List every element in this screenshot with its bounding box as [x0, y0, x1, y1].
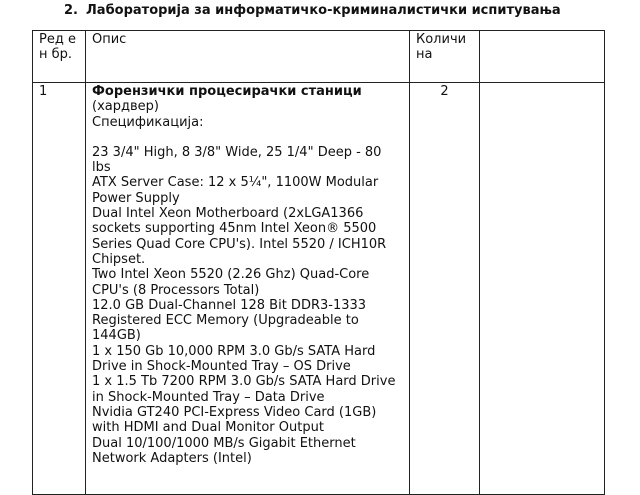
spec-line: ATX Server Case: 12 x 5¼", 1100W Modular Power Supply: [92, 175, 379, 206]
row-extra: [480, 83, 605, 495]
header-quantity: Количи на: [410, 31, 480, 83]
section-title: Лабораторија за информатичко-криминалистички испитувања: [86, 3, 561, 18]
row-description: [86, 83, 410, 495]
spec-line: Dual 10/100/1000 MB/s Gigabit Ethernet Network Adapters (Intel): [92, 435, 356, 466]
header-description: Опис: [86, 31, 410, 83]
section-number: 2.: [64, 3, 78, 18]
spec-label: Спецификација:: [92, 114, 204, 130]
header-index: Ред ен бр.: [33, 31, 86, 83]
header-extra: [480, 31, 605, 83]
spec-line: Two Intel Xeon 5520 (2.26 Ghz) Quad-Core CPU's (8 Processors Total): [92, 267, 370, 298]
spec-line: Nvidia GT240 PCI-Express Video Card (1GB) with HDMI and Dual Monitor Output: [92, 404, 377, 436]
specification-table: [32, 30, 605, 495]
item-title: Форензички процесирачки станици: [92, 84, 362, 99]
row-quantity: 2: [410, 83, 480, 495]
spec-line: 23 3/4" High, 8 3/8" Wide, 25 1/4" Deep - 80 lbs: [92, 144, 382, 176]
spec-line: 1 x 1.5 Tb 7200 RPM 3.0 Gb/s SATA Hard Drive in Shock-Mounted Tray – Data Drive: [92, 374, 396, 405]
spec-line: 1 x 150 Gb 10,000 RPM 3.0 Gb/s SATA Hard Drive in Shock-Mounted Tray – OS Drive: [92, 343, 376, 375]
spec-line: 12.0 GB Dual-Channel 128 Bit DDR3-1333 Registered ECC Memory (Upgradeable to 144GB): [92, 297, 367, 344]
item-subtitle: (хардвер): [92, 99, 159, 115]
spec-line: Dual Intel Xeon Motherboard (2xLGA1366 sockets supporting 45nm Intel Xeon® 5500 Series Quad Core CPU's). Intel 5520 / ICH10R Chipset.: [92, 206, 387, 267]
section-heading: [64, 3, 561, 18]
spec-spacer: [92, 130, 403, 145]
row-index: 1: [33, 83, 86, 495]
table-header-row: [33, 31, 605, 83]
table-row: [33, 83, 605, 495]
